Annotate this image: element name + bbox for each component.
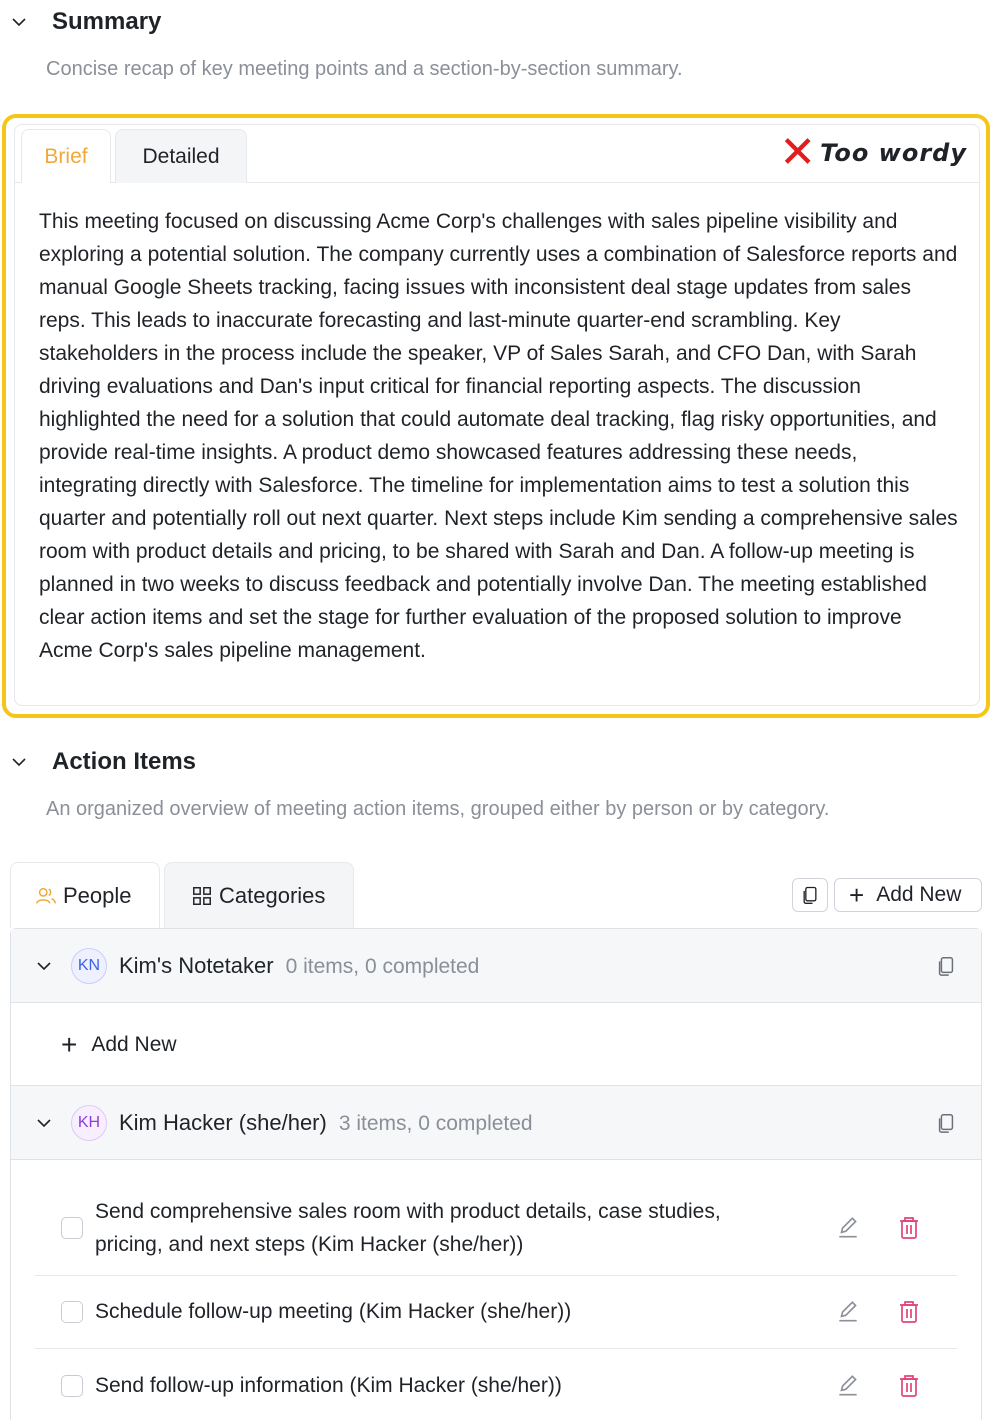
summary-description: Concise recap of key meeting points and a section-by-section summary. [46, 58, 683, 80]
task-text: Schedule follow-up meeting (Kim Hacker (she/her)) [95, 1300, 572, 1323]
chevron-down-icon[interactable] [35, 1114, 53, 1132]
section-title-action-items: Action Items [52, 748, 197, 775]
table-row [35, 1177, 957, 1276]
task-checkbox[interactable] [61, 1301, 83, 1323]
section-title-summary: Summary [52, 8, 162, 35]
red-x-icon: ✕ [779, 128, 817, 177]
edit-icon[interactable] [835, 1373, 861, 1399]
tab-categories-label: Categories [219, 882, 326, 908]
tab-categories[interactable] [164, 862, 354, 928]
edit-icon[interactable] [835, 1215, 861, 1241]
add-new-label: Add New [876, 883, 962, 906]
task-text: Send comprehensive sales room with product details, case studies, pricing, and next steps (Kim Hacker (she/her)) [95, 1200, 721, 1256]
grid-icon [191, 885, 213, 907]
action-items-list [10, 928, 982, 1420]
table-row [35, 1276, 957, 1349]
people-icon [35, 885, 57, 907]
group-name-text: Kim's Notetaker [119, 952, 274, 978]
avatar: KH [71, 1105, 107, 1141]
copy-icon [800, 885, 820, 905]
summary-panel [14, 124, 980, 706]
plus-icon: + [61, 1028, 78, 1060]
trash-icon[interactable] [897, 1373, 921, 1399]
tab-brief[interactable]: Brief [21, 129, 111, 183]
summary-tabbar [15, 125, 979, 183]
copy-icon[interactable] [935, 955, 957, 977]
group-header-kims-notetaker[interactable] [11, 929, 981, 1003]
group-add-new-label: Add New [91, 1032, 177, 1056]
edit-icon[interactable] [835, 1299, 861, 1325]
group-name-text: Kim Hacker (she/her) [119, 1109, 327, 1135]
trash-icon[interactable] [897, 1215, 921, 1241]
task-text: Send follow-up information (Kim Hacker (she/her)) [95, 1374, 562, 1397]
chevron-down-icon[interactable] [35, 957, 53, 975]
annotation-text: Too wordy [820, 139, 967, 167]
group-add-new-button[interactable] [11, 1004, 981, 1086]
copy-all-button[interactable] [792, 878, 828, 912]
copy-icon[interactable] [935, 1112, 957, 1134]
chevron-down-icon[interactable] [10, 753, 28, 771]
task-checkbox[interactable] [61, 1375, 83, 1397]
summary-text: This meeting focused on discussing Acme Corp's challenges with sales pipeline visibility and exploring a potential solution. The company currently uses a combination of Salesforce reports and manual Google Sheets tracking, facing issues with inconsistent deal stage updates from sales reps. This leads to inaccurate forecasting and last-minute quarter-end scrambling. Key stakeholders in the process include the speaker, VP of Sales Sarah, and CFO Dan, with Sarah driving evaluations and Dan's input critical for financial reporting aspects. The discussion highlighted the need for a solution that could automate deal tracking, flag risky opportunities, and provide real-time insights. A product demo showcased features addressing these needs, integrating directly with Salesforce. The timeline for implementation aims to test a solution this quarter and potentially roll out next quarter. Next steps include Kim sending a comprehensive sales room with product details and pricing, to be shared with Sarah and Dan. A follow-up meeting is planned in two weeks to discuss feedback and potentially involve Dan. The meeting established clear action items and set the stage for further evaluation of the proposed solution to improve Acme Corp's sales pipeline management. [39, 210, 958, 662]
action-items-description: An organized overview of meeting action items, grouped either by person or by category. [46, 798, 830, 820]
avatar: KN [71, 948, 107, 984]
trash-icon[interactable] [897, 1299, 921, 1325]
task-checkbox[interactable] [61, 1217, 83, 1239]
group-meta: 3 items, 0 completed [338, 1111, 533, 1135]
group-name [119, 1110, 533, 1136]
add-new-button[interactable] [834, 878, 982, 912]
summary-header[interactable] [10, 8, 161, 36]
tab-people[interactable] [10, 862, 160, 928]
table-row [35, 1349, 957, 1420]
tab-people-label: People [63, 882, 132, 908]
group-meta: 0 items, 0 completed [285, 954, 480, 978]
plus-icon: + [849, 880, 865, 910]
chevron-down-icon[interactable] [10, 13, 28, 31]
group-header-kim-hacker[interactable] [11, 1086, 981, 1160]
tab-detailed[interactable]: Detailed [115, 129, 247, 183]
action-items-header[interactable] [10, 748, 196, 776]
too-wordy-annotation [779, 128, 967, 177]
summary-card-highlight [2, 114, 990, 718]
group-name [119, 953, 479, 979]
